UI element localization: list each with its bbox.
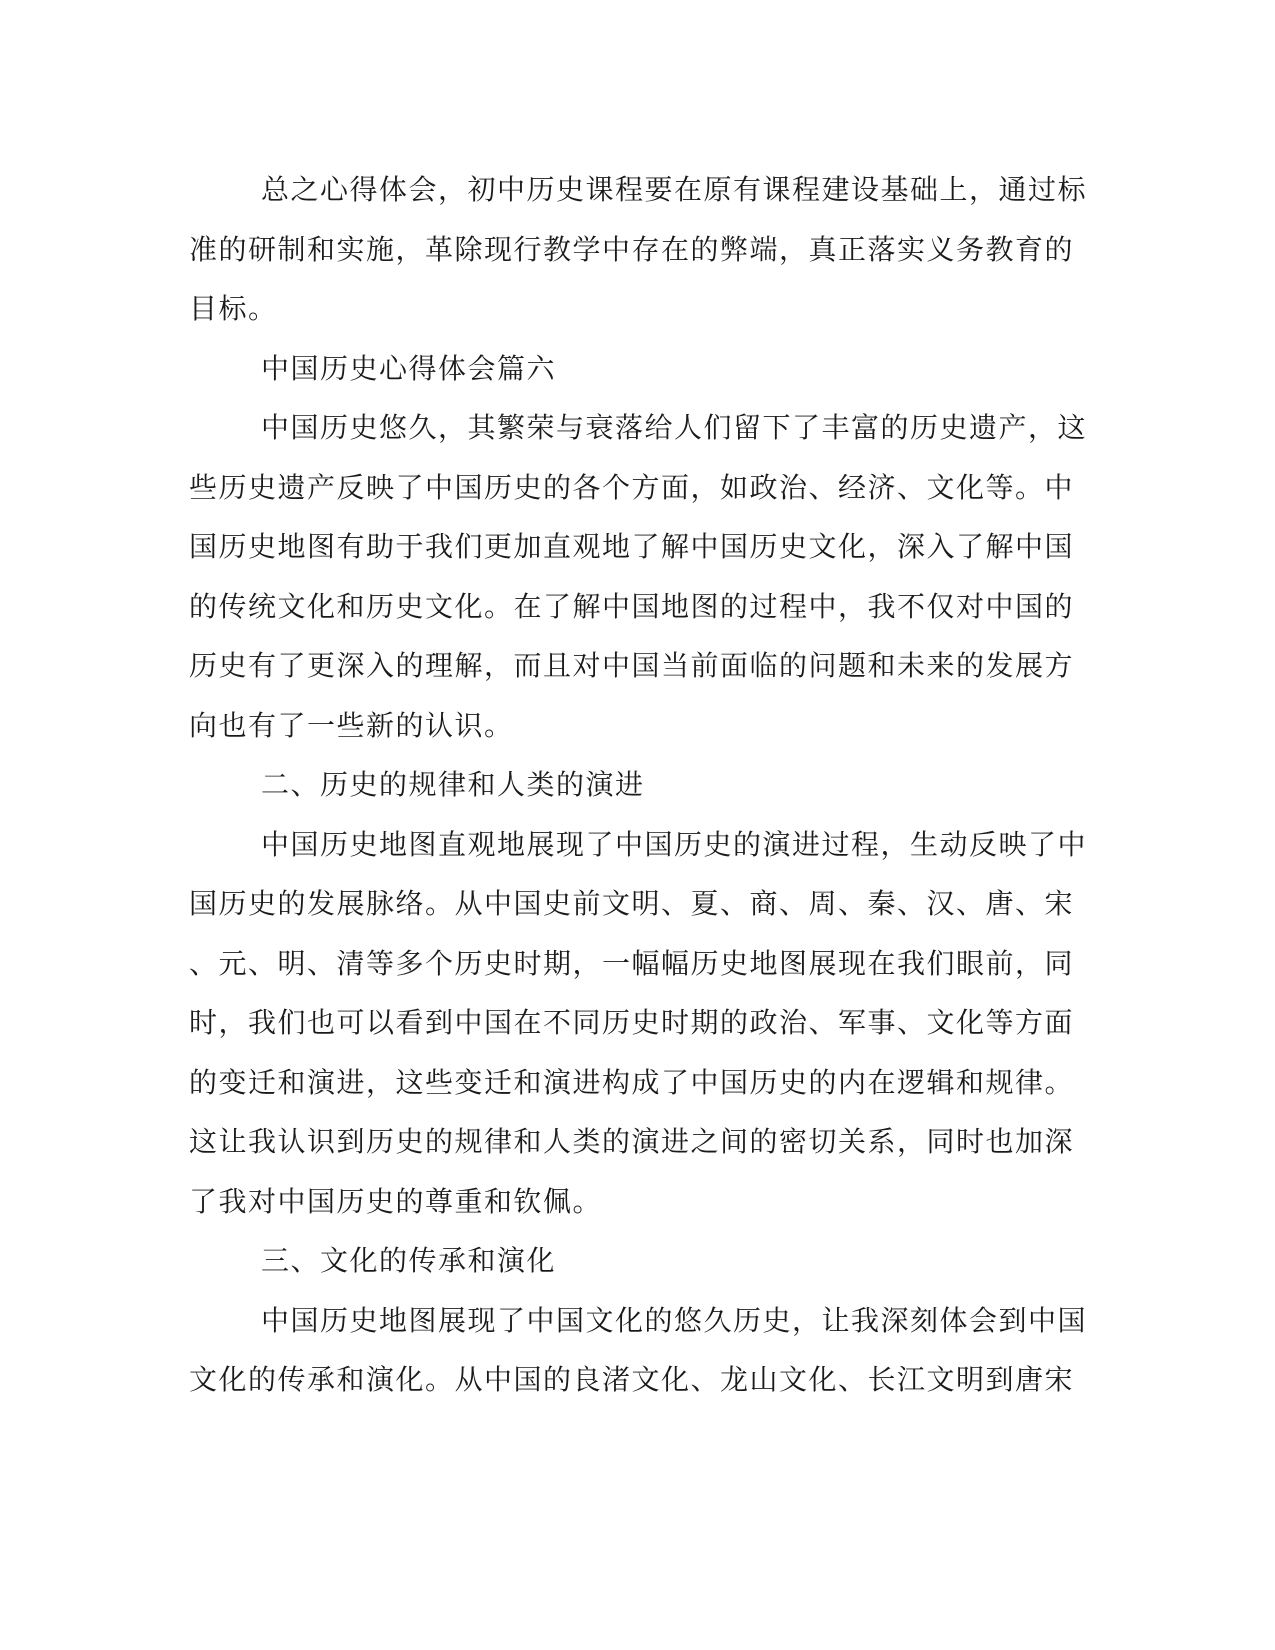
text-line: 文化的传承和演化。从中国的良渚文化、龙山文化、长江文明到唐宋 xyxy=(189,1363,1075,1396)
text-line: 准的研制和实施，革除现行教学中存在的弊端，真正落实义务教育的 xyxy=(189,232,1075,266)
text-line: 目标。 xyxy=(189,292,278,325)
section-title: 中国历史心得体会篇六 xyxy=(261,351,557,385)
text-line: 了我对中国历史的尊重和钦佩。 xyxy=(189,1184,603,1218)
text-line: 向也有了一些新的认识。 xyxy=(189,708,514,742)
text-line: 总之心得体会，初中历史课程要在原有课程建设基础上，通过标 xyxy=(261,173,1088,206)
text-line: 中国历史地图直观地展现了中国历史的演进过程，生动反映了中 xyxy=(261,827,1088,861)
text-line: 的传统文化和历史文化。在了解中国地图的过程中，我不仅对中国的 xyxy=(189,589,1075,623)
text-line: 时，我们也可以看到中国在不同历史时期的政治、军事、文化等方面 xyxy=(189,1006,1075,1039)
text-line: 国历史的发展脉络。从中国史前文明、夏、商、周、秦、汉、唐、宋 xyxy=(189,887,1075,920)
paragraph-conclusion xyxy=(189,160,1088,339)
section-heading-three: 三、文化的传承和演化 xyxy=(261,1244,557,1277)
text-line: 、元、明、清等多个历史时期，一幅幅历史地图展现在我们眼前，同 xyxy=(189,946,1075,980)
paragraph-intro xyxy=(189,398,1088,755)
text-line: 中国历史地图展现了中国文化的悠久历史，让我深刻体会到中国 xyxy=(261,1303,1088,1337)
text-line: 历史有了更深入的理解，而且对中国当前面临的问题和未来的发展方 xyxy=(189,649,1075,682)
section-heading-two: 二、历史的规律和人类的演进 xyxy=(261,768,645,801)
text-line: 些历史遗产反映了中国历史的各个方面，如政治、经济、文化等。中 xyxy=(189,470,1075,504)
document-body xyxy=(189,160,1088,1410)
text-line: 国历史地图有助于我们更加直观地了解中国历史文化，深入了解中国 xyxy=(189,530,1075,563)
text-line: 这让我认识到历史的规律和人类的演进之间的密切关系，同时也加深 xyxy=(189,1125,1075,1158)
text-line: 的变迁和演进，这些变迁和演进构成了中国历史的内在逻辑和规律。 xyxy=(189,1065,1075,1099)
paragraph-history-evolution xyxy=(189,815,1088,1232)
text-line: 中国历史悠久，其繁荣与衰落给人们留下了丰富的历史遗产，这 xyxy=(261,411,1088,444)
paragraph-culture xyxy=(189,1291,1088,1410)
